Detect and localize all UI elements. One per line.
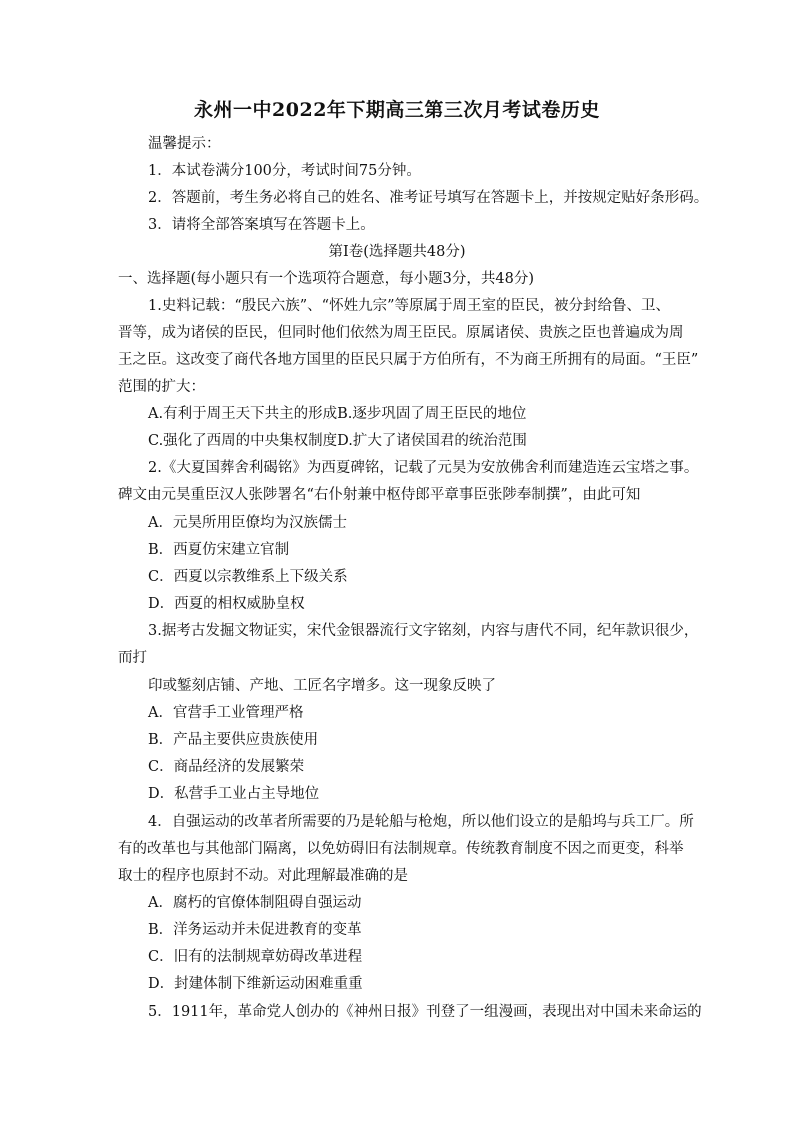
question-2-option: B．西夏仿宋建立官制	[148, 542, 290, 558]
question-2-stem: 碑文由元昊重臣汉人张陟署名“右仆射兼中枢侍郎平章事臣张陟奉制撰”，由此可知	[118, 487, 641, 503]
question-1-option: C.强化了西周的中央集权制度D.扩大了诸侯国君的统治范围	[148, 433, 527, 449]
tip-item: 2．答题前，考生务必将自己的姓名、准考证号填写在答题卡上，并按规定贴好条形码。	[148, 190, 709, 206]
question-4-stem: 有的改革也与其他部门隔离，以免妨碍旧有法制规章。传统教育制度不因之而更变，科举	[118, 841, 684, 857]
question-1-option: A.有利于周王天下共主的形成B.逐步巩固了周王臣民的地位	[148, 406, 527, 422]
question-4-stem: 4．自强运动的改革者所需要的乃是轮船与枪炮，所以他们设立的是船坞与兵工厂。所	[148, 814, 694, 830]
question-3-stem: 而打	[118, 650, 147, 666]
question-3-stem: 3.据考古发掘文物证实，宋代金银器流行文字铭刻，内容与唐代不同，纪年款识很少，	[148, 623, 699, 639]
question-2-stem: 2.《大夏国葬舍利碣铭》为西夏碑铭，记载了元昊为安放佛舍利而建造连云宝塔之事。	[148, 460, 699, 476]
question-2-option: D．西夏的相权威胁皇权	[148, 596, 305, 612]
exam-title: 永州一中2022年下期高三第三次月考试卷历史	[194, 99, 600, 121]
question-4-option: C．旧有的法制规章妨碍改革进程	[148, 949, 363, 965]
section-title: 第Ⅰ卷(选择题共48分)	[328, 244, 466, 260]
question-1-stem: 1.史料记载：“殷民六族”、“怀姓九宗”等原属于周王室的臣民，被分封给鲁、卫、	[148, 298, 670, 314]
question-1-stem: 晋等，成为诸侯的臣民，但同时他们依然为周王臣民。原属诸侯、贵族之臣也普遍成为周	[118, 325, 684, 341]
question-2-option: C．西夏以宗教维系上下级关系	[148, 569, 348, 585]
question-3-option: C．商品经济的发展繁荣	[148, 759, 305, 775]
tip-item: 3．请将全部答案填写在答题卡上。	[148, 217, 375, 233]
question-4-stem: 取士的程序也原封不动。对此理解最准确的是	[118, 868, 408, 884]
question-5-stem: 5．1911年，革命党人创办的《神州日报》刊登了一组漫画，表现出对中国未来命运的	[148, 1004, 702, 1020]
question-4-option: A．腐朽的官僚体制阻碍自强运动	[148, 895, 362, 911]
question-2-option: A．元昊所用臣僚均为汉族儒士	[148, 515, 347, 531]
question-1-stem: 王之臣。这改变了商代各地方国里的臣民只属于方伯所有，不为商王所拥有的局面。“王臣”	[118, 352, 699, 368]
question-4-option: B．洋务运动并未促进教育的变革	[148, 922, 362, 938]
question-3-option: B．产品主要供应贵族使用	[148, 732, 319, 748]
question-1-stem: 范围的扩大：	[118, 379, 205, 395]
section-heading: 一、选择题(每小题只有一个选项符合题意，每小题3分，共48分)	[118, 271, 534, 287]
question-3-stem: 印或錾刻店铺、产地、工匠名字增多。这一现象反映了	[148, 678, 496, 694]
question-3-option: A．官营手工业管理严格	[148, 705, 304, 721]
question-4-option: D．封建体制下维新运动困难重重	[148, 976, 363, 992]
tips-heading: 温馨提示：	[148, 136, 221, 152]
tip-item: 1．本试卷满分100分，考试时间75分钟。	[148, 163, 421, 179]
question-3-option: D．私营手工业占主导地位	[148, 786, 320, 802]
